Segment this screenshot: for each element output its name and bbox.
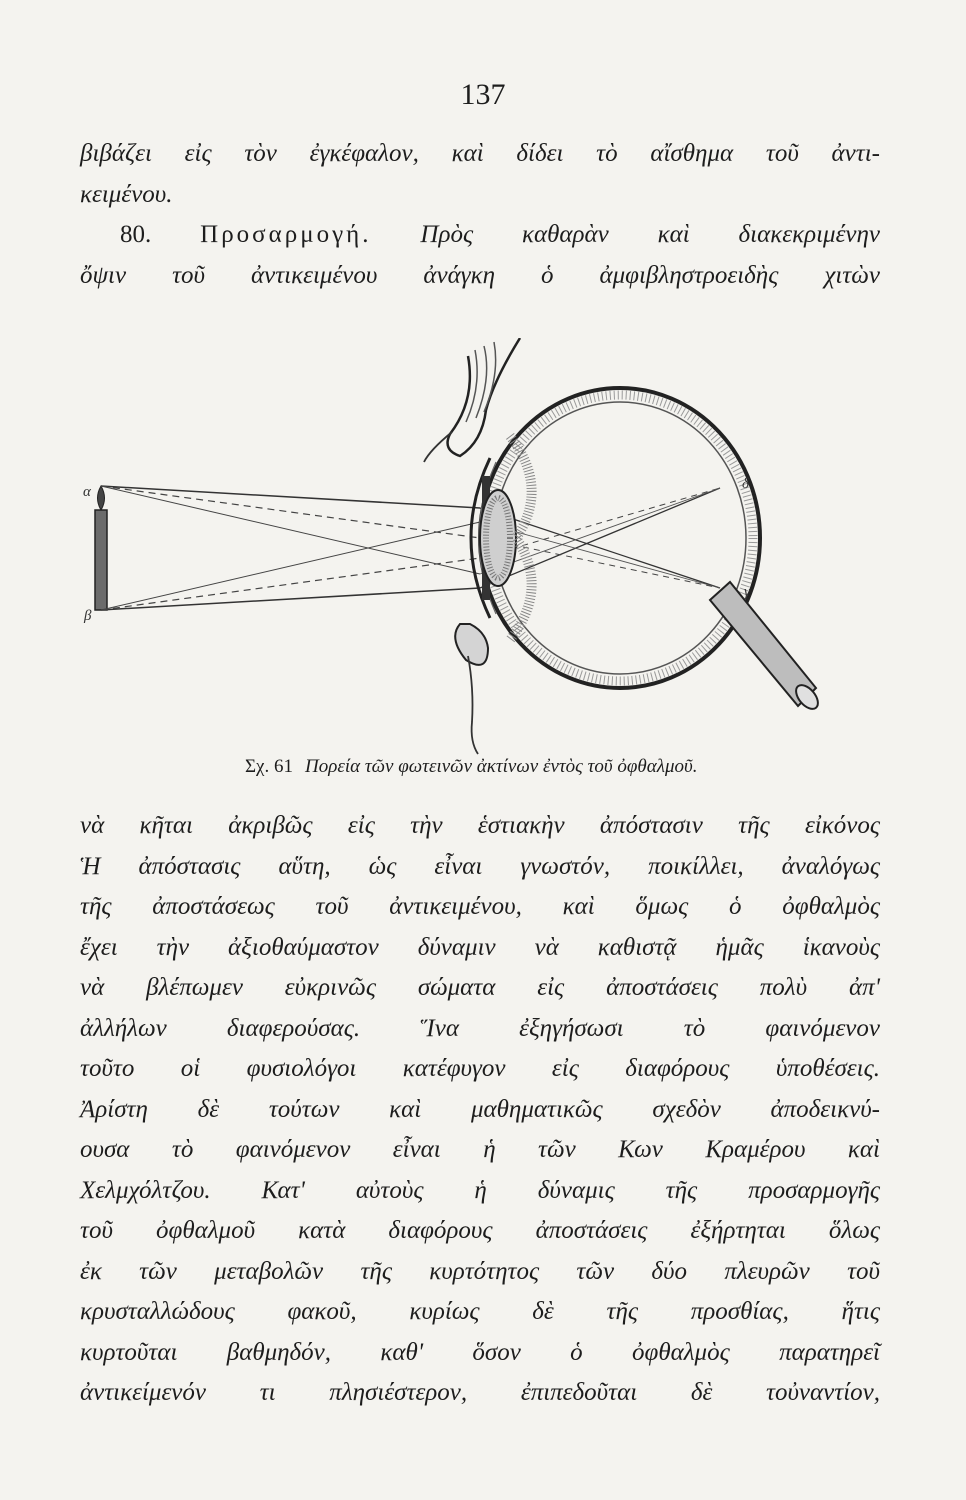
text-line: βιβάζει εἰς τὸν ἐγκέφαλον, καὶ δίδει τὸ αἴσθημα τοῦ ἀντι- <box>80 140 880 167</box>
upper-eyelid <box>448 338 520 456</box>
eyeball-inner <box>494 402 746 674</box>
text-line: τῆς ἀποστάσεως τοῦ ἀντικειμένου, καὶ ὅμως ὁ ὀφθαλμὸς <box>80 893 880 920</box>
text-line: κρυσταλλώδους φακοῦ, κυρίως δὲ τῆς προσθίας, ἥτις <box>80 1298 880 1325</box>
candle-flame <box>98 486 105 510</box>
light-ray <box>101 486 480 508</box>
text-line: ἀλλήλων διαφερούσας. Ἵνα ἐξηγήσωσι τὸ φαινόμενον <box>80 1014 880 1042</box>
text-line: Χελμχόλτζου. Κατ' αὐτοὺς ἡ δύναμις τῆς προσαρμογῆς <box>80 1176 880 1204</box>
text-line: ἐκ τῶν μεταβολῶν τῆς κυρτότητος τῶν δύο πλευρῶν τοῦ <box>80 1257 880 1285</box>
section-number: 80. <box>120 221 152 248</box>
text-line-rest: Πρὸς καθαρὰν καὶ διακεκριμένην <box>420 221 881 248</box>
lower-lid-tail <box>468 656 478 754</box>
figure-caption <box>245 756 697 778</box>
candle-body <box>95 510 107 610</box>
text-line: τοῦ ὀφθαλμοῦ κατὰ διαφόρους ἀποστάσεις ἐξήρτηται ὅλως <box>80 1217 880 1244</box>
text-line: κυρτοῦται βαθμηδόν, καθ' ὅσον ὁ ὀφθαλμὸς παρατηρεῖ <box>80 1338 880 1366</box>
figure-label-gamma: γ <box>744 584 750 600</box>
caption-label: Σχ. 61 <box>245 756 293 777</box>
text-line: ἀντικείμενόν τι πλησιέστερον, ἐπιπεδοῦται δὲ τοὐναντίον, <box>80 1379 880 1406</box>
figure-label-beta: β <box>84 608 92 624</box>
text-line: κειμένου. <box>80 180 173 208</box>
figure-label-alpha: α <box>83 484 91 500</box>
eye-ray-diagram <box>80 338 860 758</box>
lower-eyelid <box>455 624 488 665</box>
light-ray <box>101 588 480 610</box>
top-paragraph <box>80 134 880 296</box>
text-line: νὰ κῆται ἀκριβῶς εἰς τὴν ἑστιακὴν ἀπόστασιν τῆς εἰκόνος <box>80 812 880 839</box>
text-line: ἔχει τὴν ἀξιοθαύμαστον δύναμιν νὰ καθιστᾷ ἡμᾶς ἱκανοὺς <box>80 933 880 961</box>
eyeball-hatching <box>487 395 753 681</box>
eyeball-outer <box>480 388 760 688</box>
text-line: τοῦτο οἱ φυσιολόγοι κατέφυγον εἰς διαφόρους ὑποθέσεις. <box>80 1055 880 1082</box>
section-heading-line <box>80 215 880 256</box>
text-line: ουσα τὸ φαινόμενον εἶναι ἡ τῶν Κων Κραμέρου καὶ <box>80 1136 880 1163</box>
caption-text: Πορεία τῶν φωτεινῶν ἀκτίνων ἐντὸς τοῦ ὀφθαλμοῦ. <box>305 756 698 777</box>
figure-label-delta: δ <box>742 476 749 492</box>
text-line: νὰ βλέπωμεν εὐκρινῶς σώματα εἰς ἀποστάσεις πολὺ ἀπ' <box>80 974 880 1001</box>
text-line: Ἡ ἀπόστασις αὕτη, ὡς εἶναι γνωστόν, ποικίλλει, ἀναλόγως <box>80 852 880 880</box>
page-number: 137 <box>460 78 506 111</box>
text-line: ὄψιν τοῦ ἀντικειμένου ἀνάγκη ὁ ἀμφιβληστροειδὴς χιτὼν <box>80 261 880 289</box>
section-title: Προσαρμογή. <box>200 221 372 248</box>
main-paragraph <box>80 806 880 1414</box>
text-line: Ἀρίστη δὲ τούτων καὶ μαθηματικῶς σχεδὸν ἀποδεικνύ- <box>80 1095 880 1123</box>
